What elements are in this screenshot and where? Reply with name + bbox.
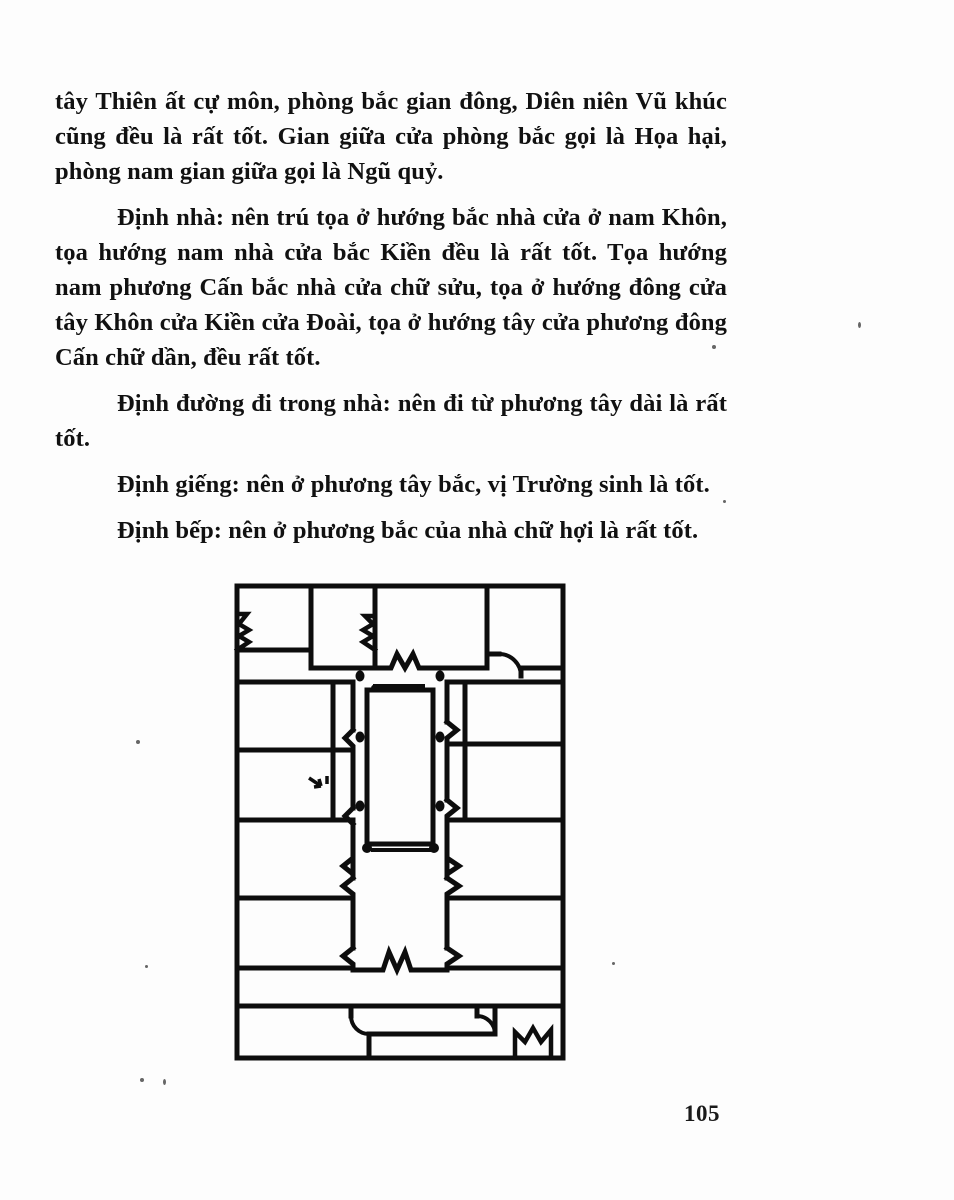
scan-speck	[858, 322, 861, 328]
door-swing-arc-top-right	[499, 654, 521, 676]
scan-speck	[145, 965, 148, 968]
wall-top-center-bottom-with-door	[375, 654, 487, 668]
paragraph-dinh-bep: Định bếp: nên ở phương bắc của nhà chữ hợi là rất tốt.	[117, 517, 699, 544]
door-swing-arc-bottom-left	[351, 1016, 369, 1034]
hall-jamb-right	[447, 844, 459, 878]
scan-speck	[163, 1079, 166, 1085]
paragraph-dinh-duong-di: Định đường đi trong nhà: nên đi từ phương tây dài là rất tốt.	[55, 390, 727, 452]
column-dot	[436, 801, 445, 812]
paragraph-dinh-gieng: Định giếng: nên ở phương tây bắc, vị Trường sinh là tốt.	[117, 471, 710, 498]
floor-plan-svg	[225, 572, 575, 1072]
column-dot	[436, 671, 445, 682]
column-dot	[371, 685, 379, 692]
column-dot	[362, 843, 372, 853]
paragraph-continuation: tây Thiên ất cự môn, phòng bắc gian đông, Diên niên Vũ khúc cũng đều là rất tốt. Gian giữa cửa phòng bắc gọi là Họa hại, phòng nam gian giữa gọi là Ngũ quỷ.	[55, 88, 727, 185]
text-column	[55, 84, 727, 550]
plan-annotation-arrow	[309, 776, 327, 787]
door-swing-arc-bottom-right	[477, 1016, 495, 1034]
window-notch-bottom-right	[515, 1028, 551, 1058]
paragraph-dinh-nha: Định nhà: nên trú tọa ở hướng bắc nhà cửa ở nam Khôn, tọa hướng nam nhà cửa bắc Kiền đều là rất tốt. Tọa hướng nam phương Cấn bắc nhà cửa chữ sửu, tọa ở hướng đông cửa tây Khôn cửa Kiền cửa Đoài, tọa ở hướng tây cửa phương đông Cấn chữ dần, đều rất tốt.	[55, 204, 727, 371]
wall-lower-center-with-door	[353, 952, 447, 970]
scan-speck	[612, 962, 615, 965]
hall-jamb-left	[343, 844, 353, 878]
column-dot	[436, 732, 445, 743]
column-dot	[417, 685, 425, 692]
floor-plan-figure	[225, 572, 575, 1072]
scan-speck	[140, 1078, 144, 1082]
plan-walls	[237, 586, 563, 1058]
column-dot	[356, 732, 365, 743]
scan-speck	[712, 345, 716, 349]
wall-top-right-bottom	[521, 668, 563, 676]
scan-speck	[136, 740, 140, 744]
page-number: 105	[684, 1101, 720, 1126]
column-dot	[356, 801, 365, 812]
central-atrium-outline	[367, 690, 433, 844]
column-dot	[429, 843, 439, 853]
column-dot	[356, 671, 365, 682]
scan-speck	[723, 500, 726, 503]
